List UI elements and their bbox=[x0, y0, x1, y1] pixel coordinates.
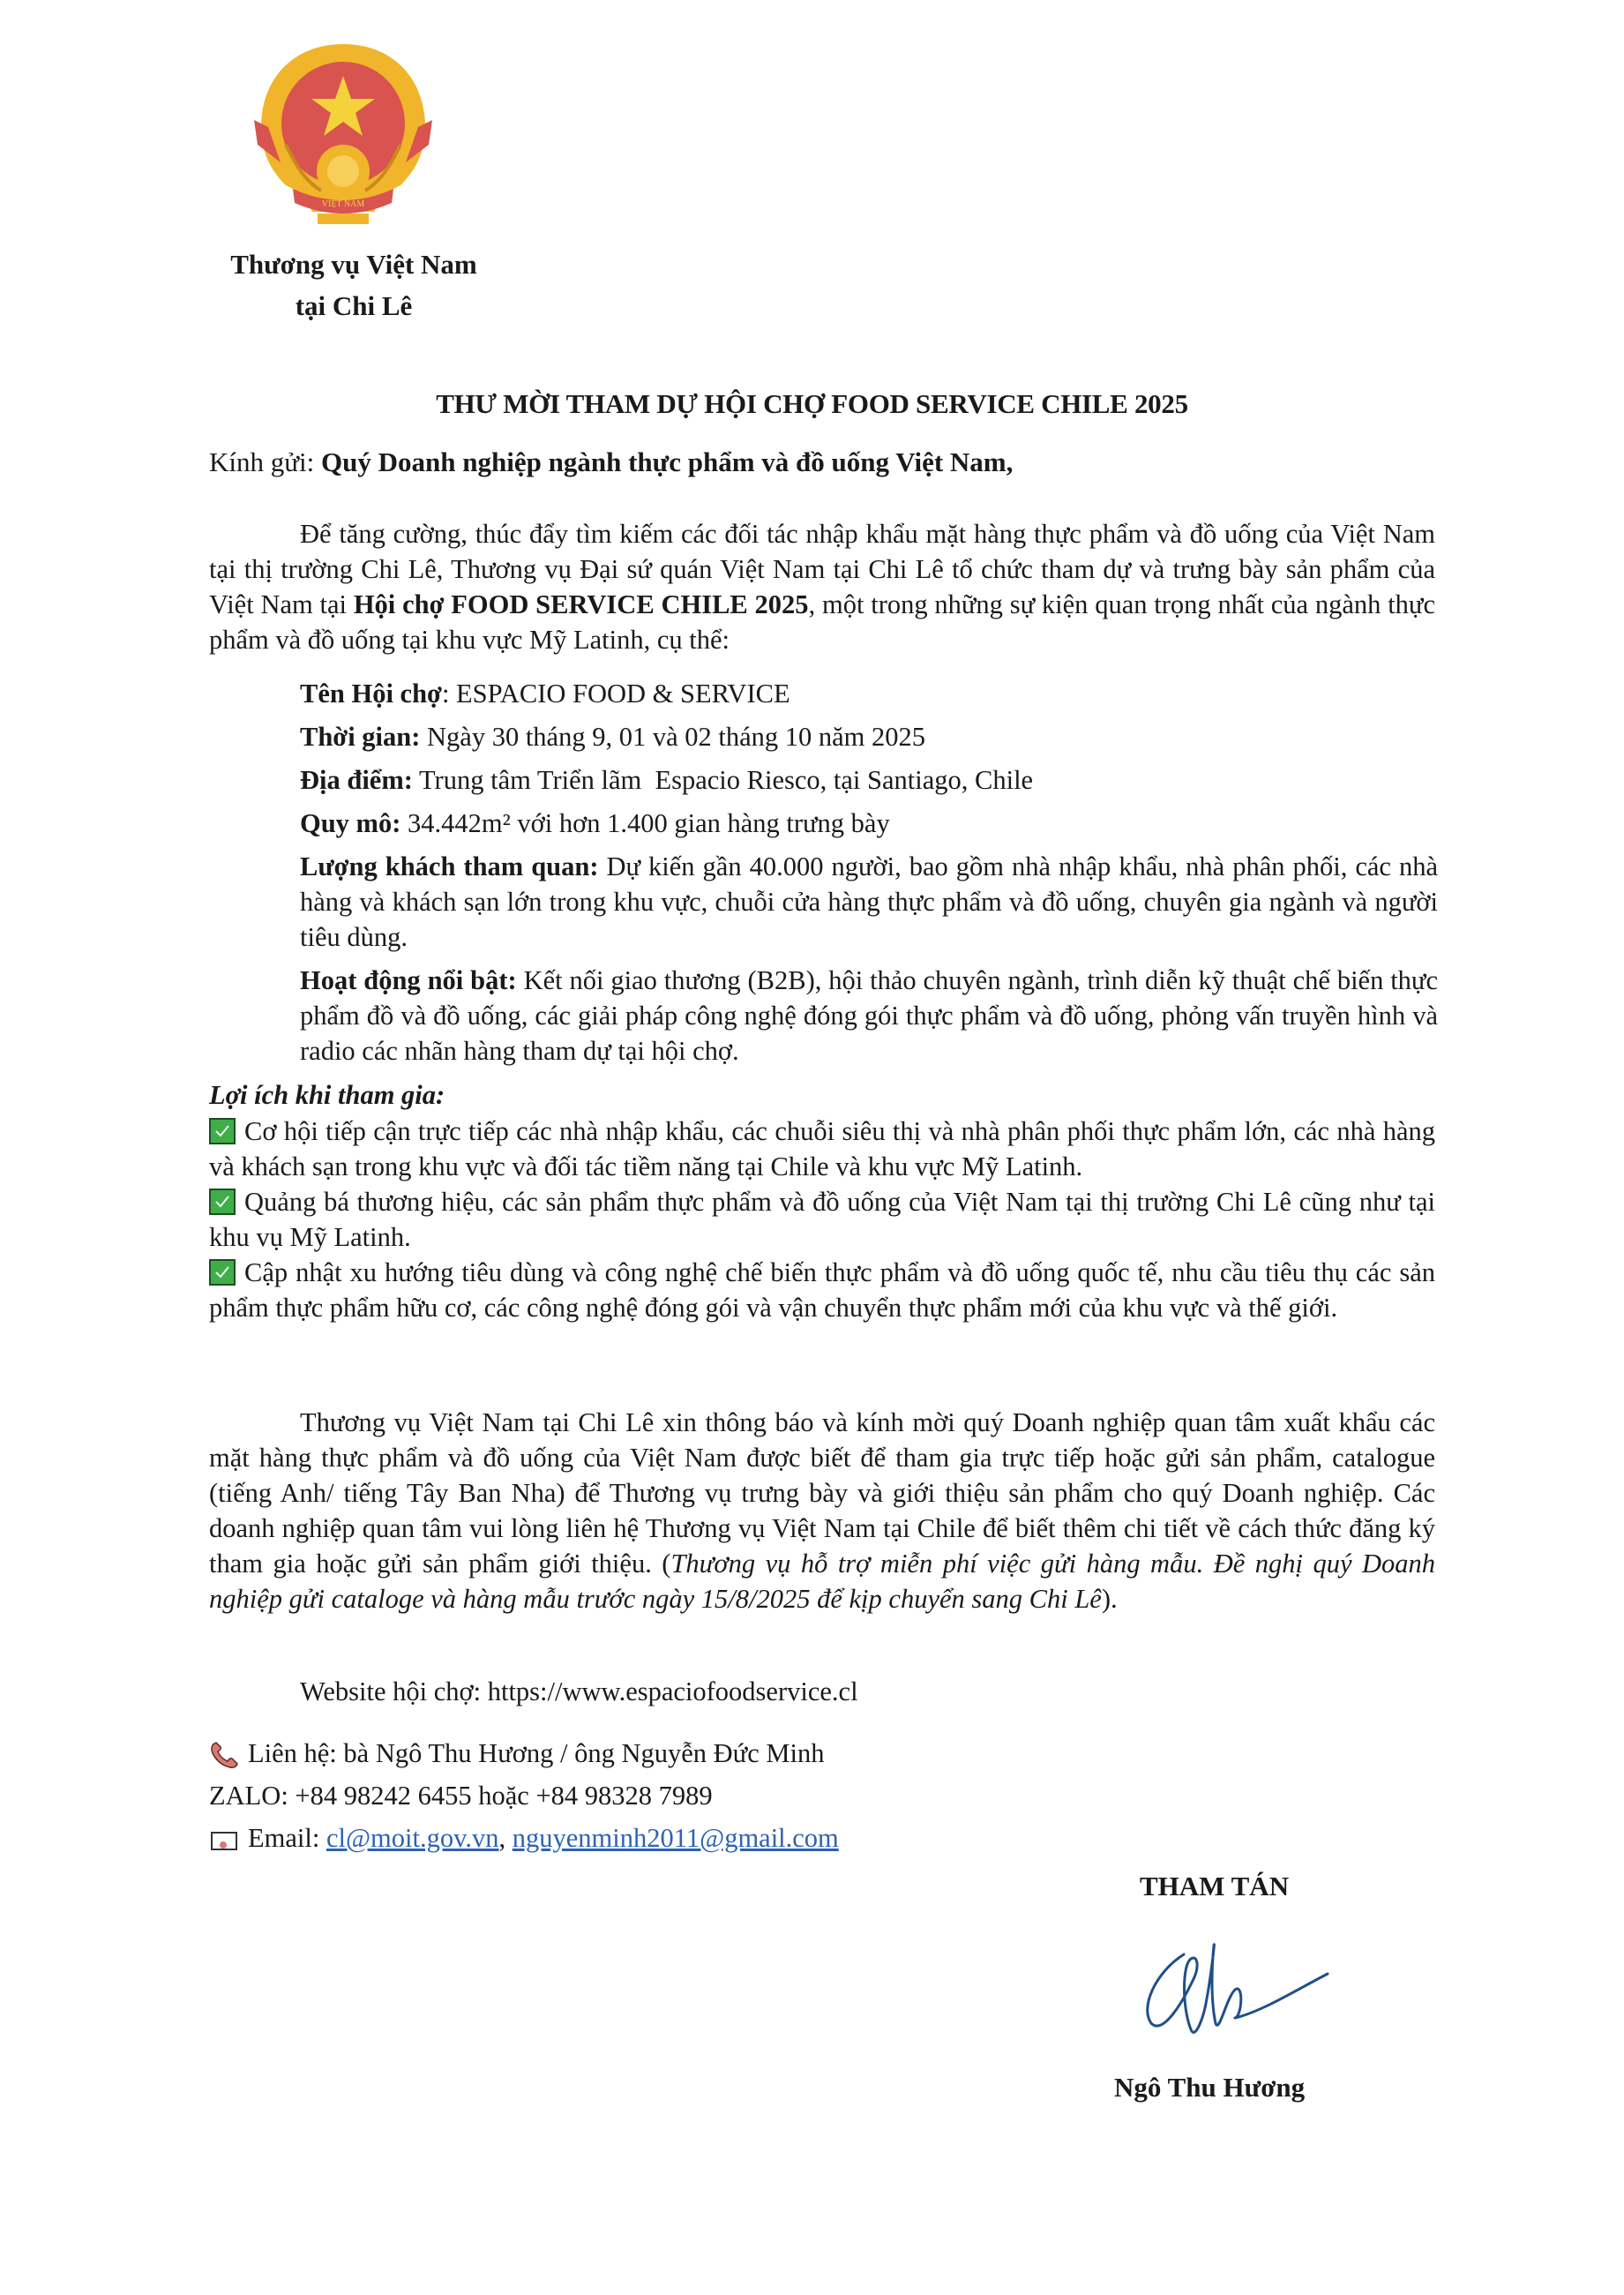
detail-label: Tên Hội chợ bbox=[300, 679, 442, 709]
email-separator: , bbox=[498, 1823, 513, 1853]
detail-value: Trung tâm Triển lãm Espacio Riesco, tại Santiago, Chile bbox=[419, 765, 1034, 795]
detail-activities bbox=[300, 963, 1438, 1069]
document-title: THƯ MỜI THAM DỰ HỘI CHỢ FOOD SERVICE CHILE 2025 bbox=[436, 388, 1188, 419]
invitation-text: Thương vụ Việt Nam tại Chi Lê xin thông báo và kính mời quý Doanh nghiệp quan tâm xuất khẩu các mặt hàng thực phẩm và đồ uống của Việt Nam được biết để tham gia trực tiếp hoặc gửi sản phẩm, catalogue (tiếng Anh/ tiếng Tây Ban Nha) để Thương vụ trưng bày và giới thiệu sản phẩm cho quý Doanh nghiệp. Các doanh nghiệp quan tâm vui lòng liên hệ Thương vụ Việt Nam tại Chile để biết thêm chi tiết về cách thức đăng ký tham gia hoặc gửi sản phẩm giới thiệu. ( bbox=[209, 1407, 1435, 1579]
detail-label: Lượng khách tham quan: bbox=[300, 851, 599, 881]
invitation-note: Thương vụ hỗ trợ miễn phí việc gửi hàng mẫu. Đề nghị quý Doanh nghiệp gửi cataloge và hàng mẫu trước ngày 15/8/2025 để kịp chuyển sang Chi Lê bbox=[209, 1549, 1435, 1614]
benefit-item bbox=[209, 1184, 1435, 1255]
fair-details bbox=[300, 676, 1438, 1076]
intro-paragraph bbox=[209, 516, 1435, 657]
issuing-office bbox=[208, 244, 499, 326]
zalo-line: ZALO: +84 98242 6455 hoặc +84 98328 7989 bbox=[209, 1781, 713, 1811]
invitation-end: ). bbox=[1101, 1584, 1118, 1614]
intro-text: Để tăng cường, thúc đẩy tìm kiếm các đối tác nhập khẩu mặt hàng thực phẩm và đồ uống của Việt Nam tại thị trường Chi Lê, Thương vụ Đại sứ quán Việt Nam tại Chi Lê tổ chức tham dự và trưng bày sản phẩm của Việt Nam tại bbox=[209, 519, 1435, 619]
detail-label: Hoạt động nổi bật: bbox=[300, 965, 517, 995]
benefit-item bbox=[209, 1255, 1435, 1325]
benefit-item bbox=[209, 1114, 1435, 1184]
benefit-text: Cơ hội tiếp cận trực tiếp các nhà nhập khẩu, các chuỗi siêu thị và nhà phân phối thực phẩm lớn, các nhà hàng và khách sạn trong khu vực và đối tác tiềm năng tại Chile và khu vực Mỹ Latinh. bbox=[209, 1116, 1435, 1181]
contact-block bbox=[209, 1732, 839, 1859]
contact-persons: Liên hệ: bà Ngô Thu Hương / ông Nguyễn Đức Minh bbox=[248, 1738, 825, 1768]
salutation-label: Kính gửi: bbox=[209, 446, 322, 477]
intro-text-end: , một trong những sự kiện quan trọng nhất của ngành thực phẩm và đồ uống tại khu vực Mỹ Latinh, cụ thể: bbox=[209, 589, 1435, 655]
phone-icon bbox=[209, 1739, 241, 1767]
benefits-list bbox=[209, 1114, 1435, 1325]
org-line-2: tại Chi Lê bbox=[295, 290, 413, 321]
detail-sep bbox=[420, 722, 427, 752]
detail-label: Địa điểm: bbox=[300, 765, 413, 795]
checkbox-checked-icon bbox=[209, 1118, 236, 1144]
contact-person-line bbox=[209, 1732, 839, 1774]
fair-website bbox=[300, 1676, 858, 1707]
email-link-2[interactable]: nguyenminh2011@gmail.com bbox=[512, 1823, 839, 1853]
benefit-text: Quảng bá thương hiệu, các sản phẩm thực phẩm và đồ uống của Việt Nam tại thị trường Chi Lê cũng như tại khu vụ Mỹ Latinh. bbox=[209, 1187, 1435, 1252]
checkbox-checked-icon bbox=[209, 1189, 236, 1215]
org-line-1: Thương vụ Việt Nam bbox=[230, 249, 477, 280]
email-line bbox=[209, 1817, 839, 1859]
detail-value: Kết nối giao thương (B2B), hội thảo chuyên ngành, trình diễn kỹ thuật chế biến thực phẩm đồ và đồ uống, các giải pháp công nghệ đóng gói thực phẩm và đồ uống, phỏng vấn truyền hình và radio các nhãn hàng tham dự tại hội chợ. bbox=[300, 965, 1439, 1066]
national-emblem bbox=[251, 39, 436, 229]
detail-value: 34.442m² với hơn 1.400 gian hàng trưng bày bbox=[408, 808, 890, 838]
benefits-heading: Lợi ích khi tham gia: bbox=[209, 1080, 445, 1110]
benefit-text: Cập nhật xu hướng tiêu dùng và công nghệ chế biến thực phẩm và đồ uống quốc tế, nhu cầu tiêu thụ các sản phẩm thực phẩm hữu cơ, các công nghệ đóng gói và vận chuyển thực phẩm mới của khu vực và thế giới. bbox=[209, 1257, 1435, 1323]
detail-venue bbox=[300, 762, 1438, 798]
detail-sep: : bbox=[441, 679, 457, 709]
signatory-name: Ngô Thu Hương bbox=[1114, 2072, 1306, 2103]
salutation bbox=[209, 446, 1013, 478]
checkbox-checked-icon bbox=[209, 1259, 236, 1286]
website-label: Website hội chợ: bbox=[300, 1676, 488, 1706]
signatory-title: THAM TÁN bbox=[1140, 1871, 1290, 1901]
salutation-recipient: Quý Doanh nghiệp ngành thực phẩm và đồ uống Việt Nam, bbox=[321, 446, 1014, 477]
detail-sep bbox=[413, 765, 419, 795]
detail-label: Quy mô: bbox=[300, 808, 401, 838]
email-label: Email: bbox=[248, 1823, 320, 1853]
detail-time bbox=[300, 719, 1438, 754]
detail-sep bbox=[517, 965, 524, 995]
detail-visitors bbox=[300, 849, 1438, 955]
email-icon bbox=[209, 1824, 241, 1852]
detail-fair-name bbox=[300, 676, 1438, 711]
email-link-1[interactable]: cl@moit.gov.vn bbox=[326, 1823, 499, 1853]
invitation-paragraph bbox=[209, 1405, 1435, 1616]
intro-fair-name: Hội chợ FOOD SERVICE CHILE 2025 bbox=[353, 589, 809, 619]
handwritten-signature bbox=[1129, 1919, 1341, 2051]
detail-value: ESPACIO FOOD & SERVICE bbox=[456, 679, 790, 709]
detail-scale bbox=[300, 806, 1438, 841]
detail-label: Thời gian: bbox=[300, 722, 421, 752]
vietnam-national-emblem-icon bbox=[251, 39, 436, 229]
svg-text:VIỆT NAM: VIỆT NAM bbox=[321, 199, 365, 209]
website-url[interactable]: https://www.espaciofoodservice.cl bbox=[487, 1676, 858, 1706]
detail-value: Dự kiến gần 40.000 người, bao gồm nhà nhập khẩu, nhà phân phối, các nhà hàng và khách sạn lớn trong khu vực, chuỗi cửa hàng thực phẩm và đồ uống, chuyên gia ngành và người tiêu dùng. bbox=[300, 851, 1438, 952]
detail-sep bbox=[400, 808, 408, 838]
detail-value: Ngày 30 tháng 9, 01 và 02 tháng 10 năm 2025 bbox=[427, 722, 926, 752]
